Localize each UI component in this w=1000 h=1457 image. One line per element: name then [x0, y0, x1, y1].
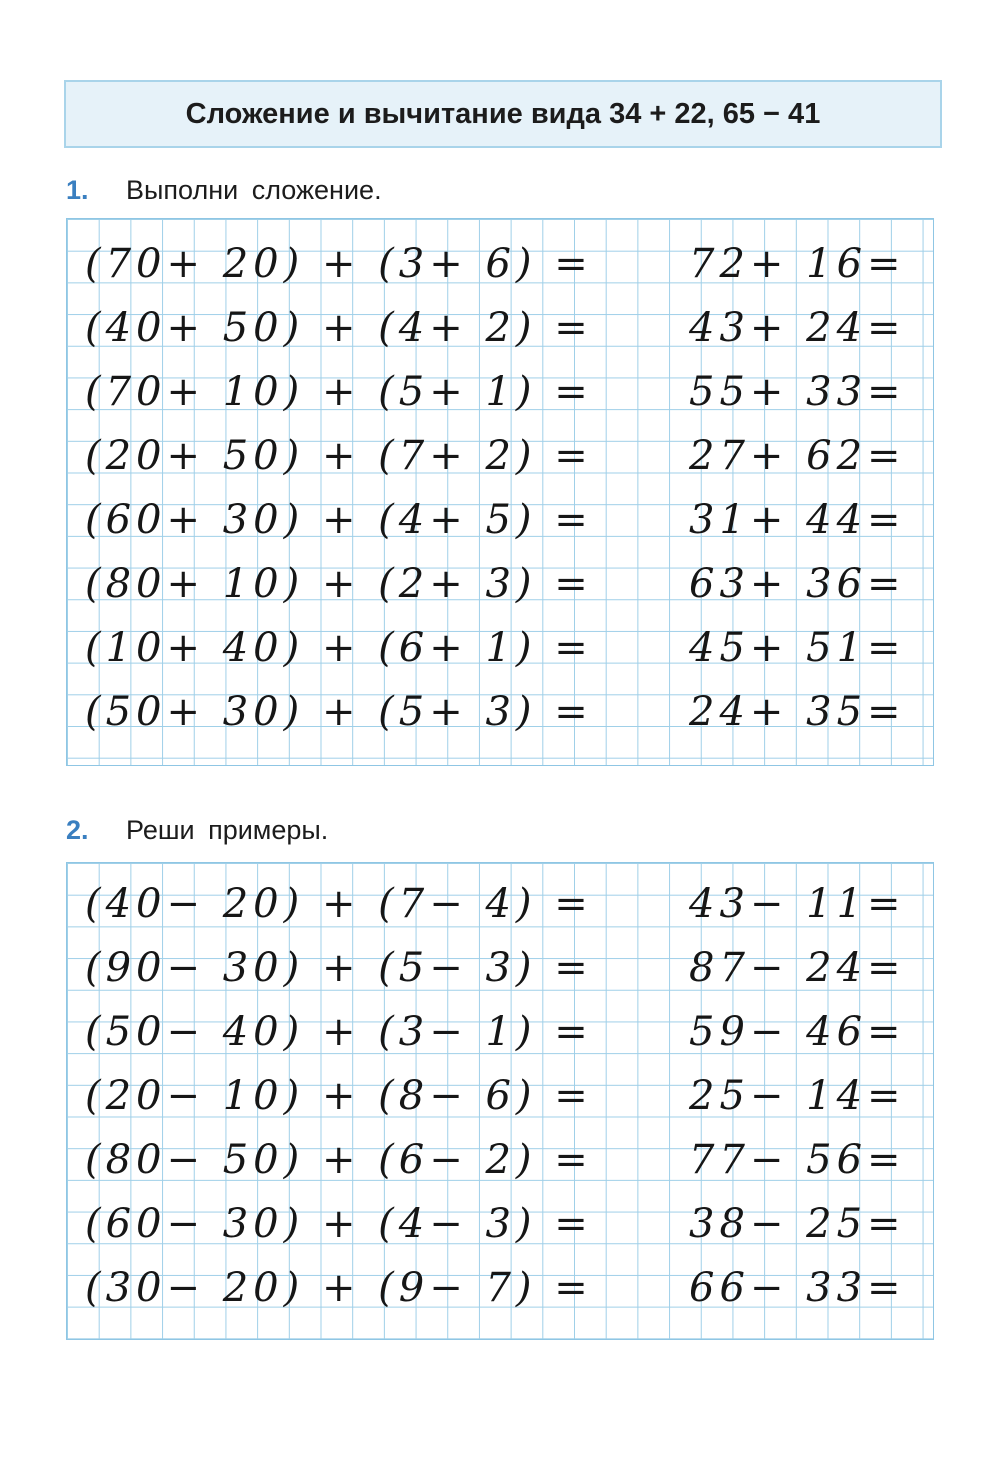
- left-expression: (70+ 10) + (5+ 1) =: [85, 369, 593, 415]
- task-2-row: [67, 879, 933, 939]
- task-1-row: [67, 239, 933, 299]
- task-2-row: [67, 1135, 933, 1195]
- left-expression: (10+ 40) + (6+ 1) =: [85, 625, 593, 671]
- task-1-instruction: Выполни сложение.: [126, 174, 382, 205]
- page-title: Сложение и вычитание вида 34 + 22, 65 − 41: [185, 97, 821, 130]
- right-expression: 59− 46=: [689, 1009, 906, 1055]
- task-1-row: [67, 367, 933, 427]
- right-expression: 77− 56=: [689, 1137, 906, 1183]
- task-2-row: [67, 1071, 933, 1131]
- right-expression: 43− 11=: [689, 881, 906, 927]
- left-expression: (60+ 30) + (4+ 5) =: [85, 497, 593, 543]
- task-2-row: [67, 943, 933, 1003]
- right-expression: 63+ 36=: [689, 561, 906, 607]
- left-expression: (20− 10) + (8− 6) =: [85, 1073, 593, 1119]
- left-expression: (90− 30) + (5− 3) =: [85, 945, 593, 991]
- task-2-row: [67, 1007, 933, 1067]
- task-1-row: [67, 687, 933, 747]
- task-2-grid: [66, 862, 934, 1340]
- right-expression: 31+ 44=: [689, 497, 906, 543]
- page-title-box: [64, 80, 942, 148]
- left-expression: (30− 20) + (9− 7) =: [85, 1265, 593, 1311]
- right-expression: 66− 33=: [689, 1265, 906, 1311]
- task-2-row: [67, 1199, 933, 1259]
- task-1-row: [67, 431, 933, 491]
- right-expression: 24+ 35=: [689, 689, 906, 735]
- right-expression: 27+ 62=: [689, 433, 906, 479]
- right-expression: 45+ 51=: [689, 625, 906, 671]
- left-expression: (50+ 30) + (5+ 3) =: [85, 689, 593, 735]
- task-2-header: [66, 810, 328, 850]
- left-expression: (60− 30) + (4− 3) =: [85, 1201, 593, 1247]
- right-expression: 55+ 33=: [689, 369, 906, 415]
- right-expression: 25− 14=: [689, 1073, 906, 1119]
- left-expression: (20+ 50) + (7+ 2) =: [85, 433, 593, 479]
- left-expression: (80+ 10) + (2+ 3) =: [85, 561, 593, 607]
- task-1-number: 1.: [66, 174, 89, 205]
- left-expression: (40− 20) + (7− 4) =: [85, 881, 593, 927]
- right-expression: 43+ 24=: [689, 305, 906, 351]
- task-1-row: [67, 559, 933, 619]
- task-2-row: [67, 1263, 933, 1323]
- right-expression: 87− 24=: [689, 945, 906, 991]
- task-1-header: [66, 170, 382, 210]
- right-expression: 38− 25=: [689, 1201, 906, 1247]
- right-expression: 72+ 16=: [689, 241, 906, 287]
- task-1-grid: [66, 218, 934, 766]
- left-expression: (50− 40) + (3− 1) =: [85, 1009, 593, 1055]
- task-1-row: [67, 623, 933, 683]
- left-expression: (40+ 50) + (4+ 2) =: [85, 305, 593, 351]
- task-2-number: 2.: [66, 814, 89, 845]
- task-2-instruction: Реши примеры.: [126, 814, 329, 845]
- left-expression: (80− 50) + (6− 2) =: [85, 1137, 593, 1183]
- task-1-row: [67, 303, 933, 363]
- task-1-row: [67, 495, 933, 555]
- left-expression: (70+ 20) + (3+ 6) =: [85, 241, 593, 287]
